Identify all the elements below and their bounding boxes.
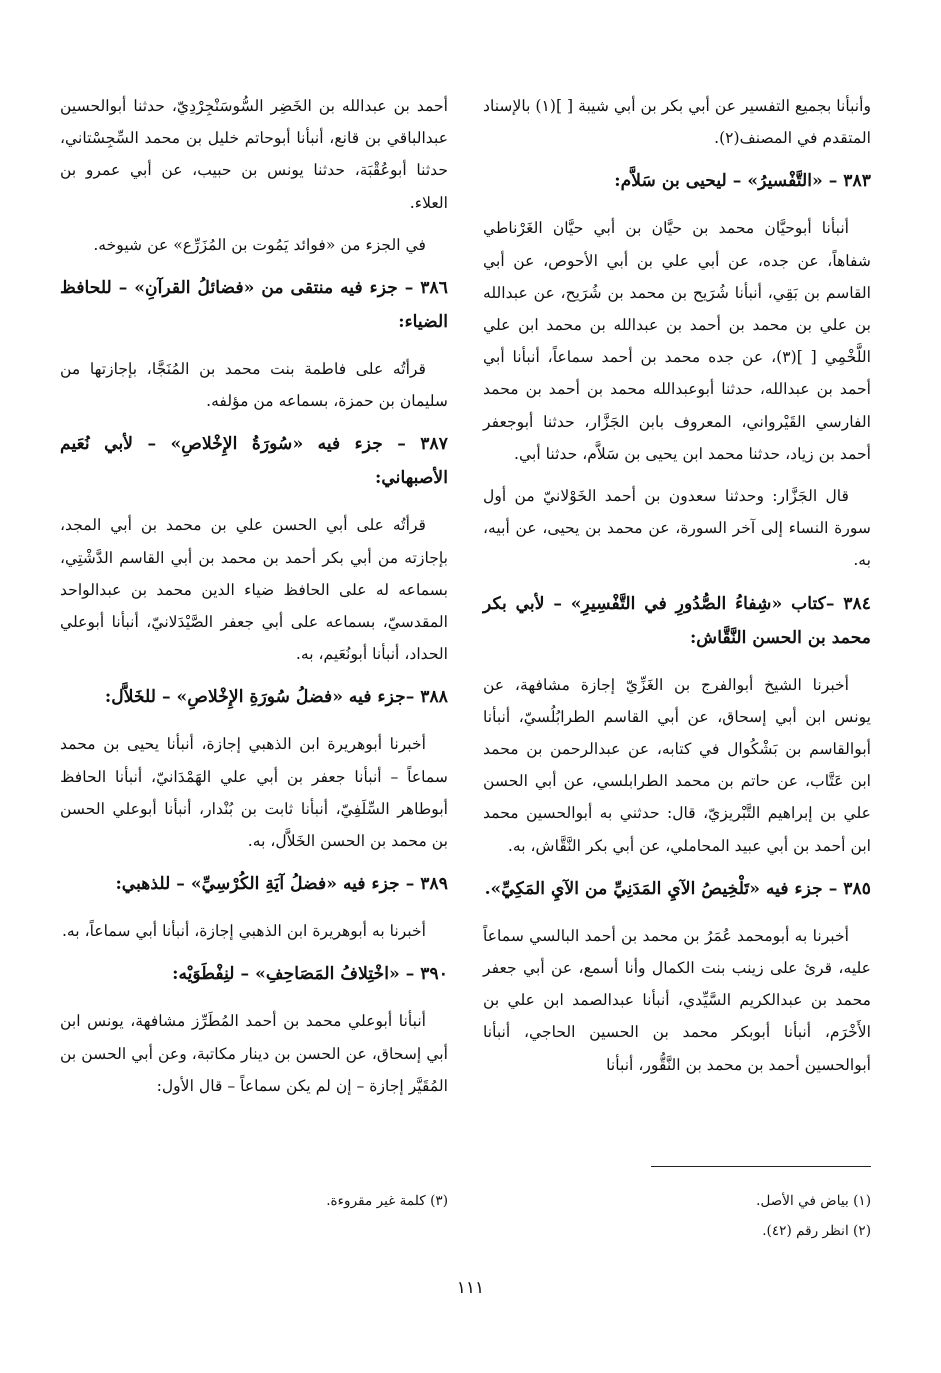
footnotes-left <box>60 1186 448 1216</box>
footnote-divider <box>651 1166 871 1167</box>
paragraph: أخبرنا به أبوهريرة ابن الذهبي إجازة، أنبأنا أبي سماعاً، به. <box>61 922 426 941</box>
right-column <box>483 90 871 1091</box>
paragraph: قرأتُه على فاطمة بنت محمد بن المُنَجَّا، بإجازتها من سليمان بن حمزة، بسماعه من مؤلفه. <box>60 360 448 411</box>
paragraph: أحمد بن عبدالله بن الخَضِر السُّوسَنْجِرْدِيّ، حدثنا أبوالحسين عبدالباقي بن قانع، أنبأنا أبوحاتم خليل بن محمد السِّجِسْتاني، حدثنا أبوعُقْبَة، حدثنا يونس بن حبيب، عن أبي عمرو بن العلاء. <box>60 97 448 212</box>
page-number: ١١١ <box>456 1278 485 1298</box>
entry-heading-383: ٣٨٣ – «التَّفْسيرُ» – ليحيى بن سَلاَّم: <box>614 171 871 192</box>
paragraph: أخبرنا الشيخ أبوالفرج بن الغَزِّيّ إجازة مشافهة، عن يونس ابن أبي إسحاق، عن أبي القاسم الطرابُلُسيّ، أنبأنا أبوالقاسم بن بَشْكُوال في كتابه، عن عبدالرحمن بن محمد ابن عَتَّاب، عن حاتم بن محمد الطرابلسي، عن أبي الحسن علي بن إبراهيم التَّبْريزيّ، قال: حدثني به أبوالحسين محمد ابن أحمد بن أبي عبيد المحاملي، عن أبي بكر النَّقَّاش، به. <box>483 675 871 855</box>
paragraph: أخبرنا به أبومحمد عُمَرُ بن محمد بن أحمد البالسي سماعاً عليه، قرئ على زينب بنت الكمال وأنا أسمع، عن أبي جعفر محمد بن عبدالكريم السَّيِّدي، أنبأنا عبدالصمد ابن علي بن الأَخْرَم، أنبأنا أبوبكر محمد بن الحسين الحاجي، أنبأنا أبوالحسين أحمد بن محمد بن النَّقُّور، أنبأنا <box>483 926 871 1074</box>
footnote-2: (٢) انظر رقم (٤٢). <box>762 1223 871 1239</box>
footnote-1: (١) بياض في الأصل. <box>756 1193 871 1209</box>
entry-heading-387: ٣٨٧ – جزء فيه «سُورَةُ الإِخْلاصِ» – لأبي نُعَيم الأصبهاني: <box>60 434 448 489</box>
paragraph: قرأتُه على أبي الحسن علي بن محمد بن أبي المجد، بإجازته من أبي بكر أحمد بن محمد بن أبي القاسم الدَّشْتِي، بسماعه له على الحافظ ضياء الدين محمد بن عبدالواحد المقدسيّ، بسماعه على أبي جعفر الصَّيْدَلانيّ، أنبأنا أبوعلي الحداد، أنبأنا أبونُعَيم، به. <box>60 516 448 664</box>
paragraph: قال الجَزَّار: وحدثنا سعدون بن أحمد الخَوْلانيّ من أول سورة النساء إلى آخر السورة، عن محمد بن يحيى، عن أبيه، به. <box>483 487 871 570</box>
paragraph: في الجزء من «فوائد يَمُوت بن المُزَرِّع» عن شيوخه. <box>93 235 426 254</box>
footnotes-right <box>483 1186 871 1246</box>
entry-heading-389: ٣٨٩ – جزء فيه «فضلُ آيَةِ الكُرْسِيِّ» – للذهبي: <box>115 874 448 895</box>
entry-heading-390: ٣٩٠ – «اخْتِلافُ المَصَاحِفِ» – لنِفْطَوَيْه: <box>172 964 448 985</box>
paragraph: أخبرنا أبوهريرة ابن الذهبي إجازة، أنبأنا يحيى بن محمد سماعاً – أنبأنا جعفر بن أبي علي الهَمْدَانيّ، أنبأنا الحافظ أبوطاهر السِّلَفِيّ، أنبأنا ثابت بن بُنْدار، أنبأنا أبوعلي الحسن بن محمد بن الحسن الخَلاَّل، به. <box>60 735 448 851</box>
footnote-3: (٣) كلمة غير مقروءة. <box>326 1193 448 1209</box>
entry-heading-388: ٣٨٨ –جزء فيه «فضلُ سُورَةِ الإِخْلاصِ» – للخَلاَّل: <box>104 687 448 708</box>
paragraph: أنبأنا أبوحيَّان محمد بن حيَّان بن أبي حيَّان الغَرْناطي شفاهاً، عن جده، عن أبي علي بن أبي الأحوص، عن أبي القاسم بن بَقِي، أنبأنا شُرَيح بن محمد بن شُرَيح، عن عبدالله بن علي بن محمد بن أحمد بن عبدالله بن محمد ابن علي اللَّخْمِي [ ](٣)، عن جده محمد بن أحمد سماعاً، أنبأنا أبي أحمد بن عبدالله، حدثنا أبوعبدالله محمد بن أحمد بن محمد الفارسي القَيْرواني، المعروف بابن الجَزَّار، حدثنا أبوجعفر أحمد بن زياد، حدثنا محمد ابن يحيى بن سَلاَّم، حدثنا أبي. <box>483 219 871 463</box>
paragraph: أنبأنا أبوعلي محمد بن أحمد المُطَرِّز مشافهة، يونس ابن أبي إسحاق، عن الحسن بن دينار مكاتبة، وعن أبي الحسن بن المُقَيَّر إجازة – إن لم يكن سماعاً – قال الأول: <box>60 1012 448 1095</box>
entry-heading-386: ٣٨٦ – جزء فيه منتقى من «فضائلُ القرآنِ» – للحافظ الضياء: <box>60 278 448 333</box>
entry-heading-384: ٣٨٤ –كتاب «شِفاءُ الصُّدُورِ في التَّفْسِيرِ» – لأبي بكر محمد بن الحسن النَّقَّاش: <box>483 593 871 648</box>
left-column <box>60 90 448 1112</box>
paragraph: وأنبأنا بجميع التفسير عن أبي بكر بن أبي شيبة [ ](١) بالإسناد المتقدم في المصنف(٢). <box>483 97 872 148</box>
entry-heading-385: ٣٨٥ – جزء فيه «تَلْخِيصُ الآيِ المَدَنِيِّ من الآيِ المَكِيِّ». <box>484 878 871 899</box>
